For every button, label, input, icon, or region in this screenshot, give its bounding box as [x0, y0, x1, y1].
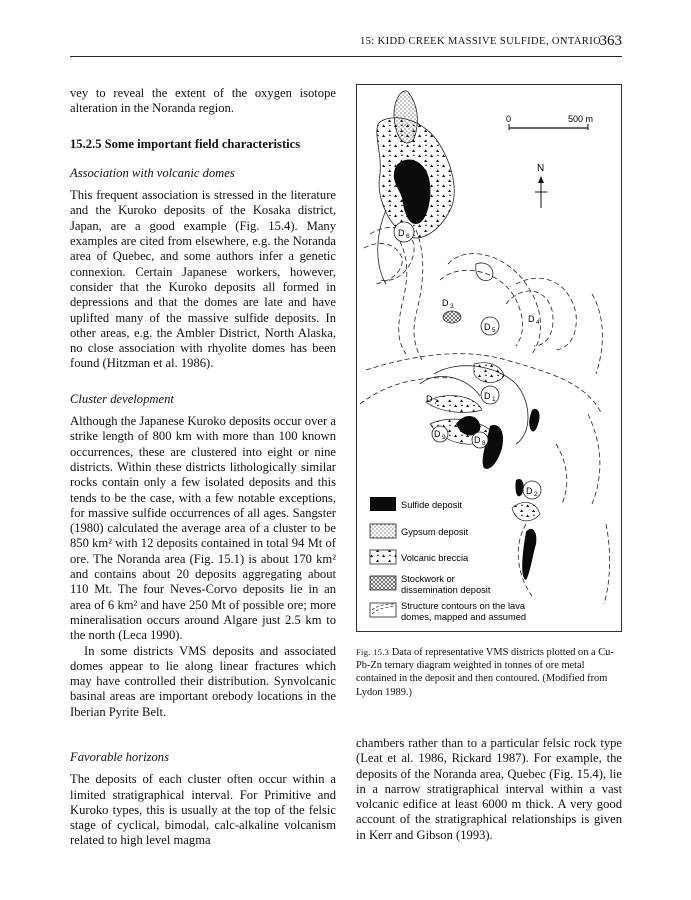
figure-caption [356, 646, 622, 699]
north-arrow-icon [535, 163, 547, 208]
paragraph-cluster-2: In some districts VMS deposits and associated domes appear to lie along linear fractures which may have controlled their distribution. Synvolcanic basinal areas are important orebody locations in the Iberian Pyrite Belt. [70, 643, 336, 719]
intro-paragraph: vey to reveal the extent of the oxygen isotope alteration in the Noranda region. [70, 86, 336, 116]
legend [370, 497, 526, 622]
deposit-d1-label: D [484, 391, 491, 401]
right-column [356, 736, 622, 843]
deposit-d5-label: D [484, 322, 491, 332]
subheading-cluster-development: Cluster development [70, 391, 174, 406]
svg-text:9: 9 [442, 434, 446, 441]
deposit-d3-label: D [442, 298, 449, 308]
deposit-d6-label: D [398, 228, 405, 238]
svg-text:1: 1 [492, 396, 496, 403]
svg-text:2: 2 [534, 491, 538, 498]
caption-label: Fig. 15.3 [356, 647, 390, 657]
running-title: 15: KIDD CREEK MASSIVE SULFIDE, ONTARIO [360, 36, 602, 47]
page-number: 363 [599, 33, 622, 49]
paragraph-cluster-1: Although the Japanese Kuroko deposits occur over a strike length of 800 km with more than 100 known occurrences, these are clustered into eight or nine districts. Within these districts lithologically similar rocks contain only a few isolated deposits and this tends to be the case, with a few notable exceptions, for massive sulfide occurrences of all ages. Sangster (1980) calculated the average area of a cluster to be 850 km² with 12 deposits contained in total 94 Mt of ore. The Noranda area (Fig. 15.1) is about 170 km² and contains about 20 deposits aggregating about 110 Mt. The four Neves-Corvo deposits lie in an area of 6 km² and have 250 Mt of possible ore; more mineralisation occurs around Algare just 2.5 km to the north (Leca 1990). [70, 414, 336, 643]
paragraph-volcanic-domes: This frequent association is stressed in the literature and the Kuroko deposits of the Kosaka district, Japan, are a good example (Fig. 15.4). Many examples are cited from elsewhere, e.g. the Noranda area of Quebec, and some authors infer a genetic connexion. Certain Japanese workers, however, consider that the Kuroko deposits all formed in depressions and that the domes are late and have uplifted many of the massive sulfide deposits. In other areas, e.g. the Ambler District, North Alaska, no close association with rhyolite domes has been found (Hitzman et al. 1986). [70, 188, 336, 371]
deposit-d7-label: D [426, 394, 433, 404]
legend-stockwork-2: dissemination deposit [401, 585, 491, 595]
north-label: N [537, 163, 545, 174]
svg-text:8: 8 [482, 440, 486, 447]
legend-sulfide: Sulfide deposit [401, 500, 462, 510]
caption-text: Data of representative VMS districts plotted on a Cu-Pb-Zn ternary diagram weighted in tonnes of ore metal contained in the deposit and then contoured. (Modified from Lydon 1989.) [356, 647, 614, 698]
right-paragraph: chambers rather than to a particular felsic rock type (Leat et al. 1986, Rickard 1987). For example, the deposits of the Noranda area, Quebec (Fig. 15.4), lie in a narrow stratigraphical interval within a vast volcanic edifice at least 6000 m thick. A very good account of the stratigraphical relationships is given in Kerr and Gibson (1993). [356, 736, 622, 842]
svg-text:3: 3 [450, 303, 454, 310]
subheading-favorable-horizons: Favorable horizons [70, 749, 169, 764]
legend-contours-1: Structure contours on the lava [401, 601, 526, 611]
deposit-d9-label: D [434, 429, 441, 439]
section-heading: 15.2.5 Some important field characteristics [70, 136, 301, 151]
deposit-d4-label: D [528, 314, 535, 324]
svg-text:5: 5 [492, 327, 496, 334]
svg-text:6: 6 [406, 233, 410, 240]
legend-stockwork-1: Stockwork or [401, 574, 455, 584]
scale-end: 500 m [568, 114, 594, 124]
scale-bar [506, 114, 593, 130]
svg-text:4: 4 [536, 319, 540, 326]
deposit-d8-label: D [474, 435, 481, 445]
svg-text:7: 7 [434, 399, 438, 406]
paragraph-favorable-horizons: The deposits of each cluster often occur within a limited stratigraphical interval. For Primitive and Kuroko types, this is usually at the top of the felsic stage of cyclical, bimodal, calc-alkaline volcanism related to high level magma [70, 772, 336, 848]
left-column [70, 86, 336, 849]
figure-map [356, 84, 622, 632]
legend-gypsum: Gypsum deposit [401, 527, 469, 537]
scale-zero: 0 [506, 114, 512, 124]
legend-breccia: Volcanic breccia [401, 553, 469, 563]
running-head [360, 33, 622, 49]
legend-contours-2: domes, mapped and assumed [401, 612, 527, 622]
subheading-volcanic-domes: Association with volcanic domes [70, 165, 235, 180]
header-rule [70, 56, 622, 57]
deposit-d2-label: D [526, 486, 533, 496]
